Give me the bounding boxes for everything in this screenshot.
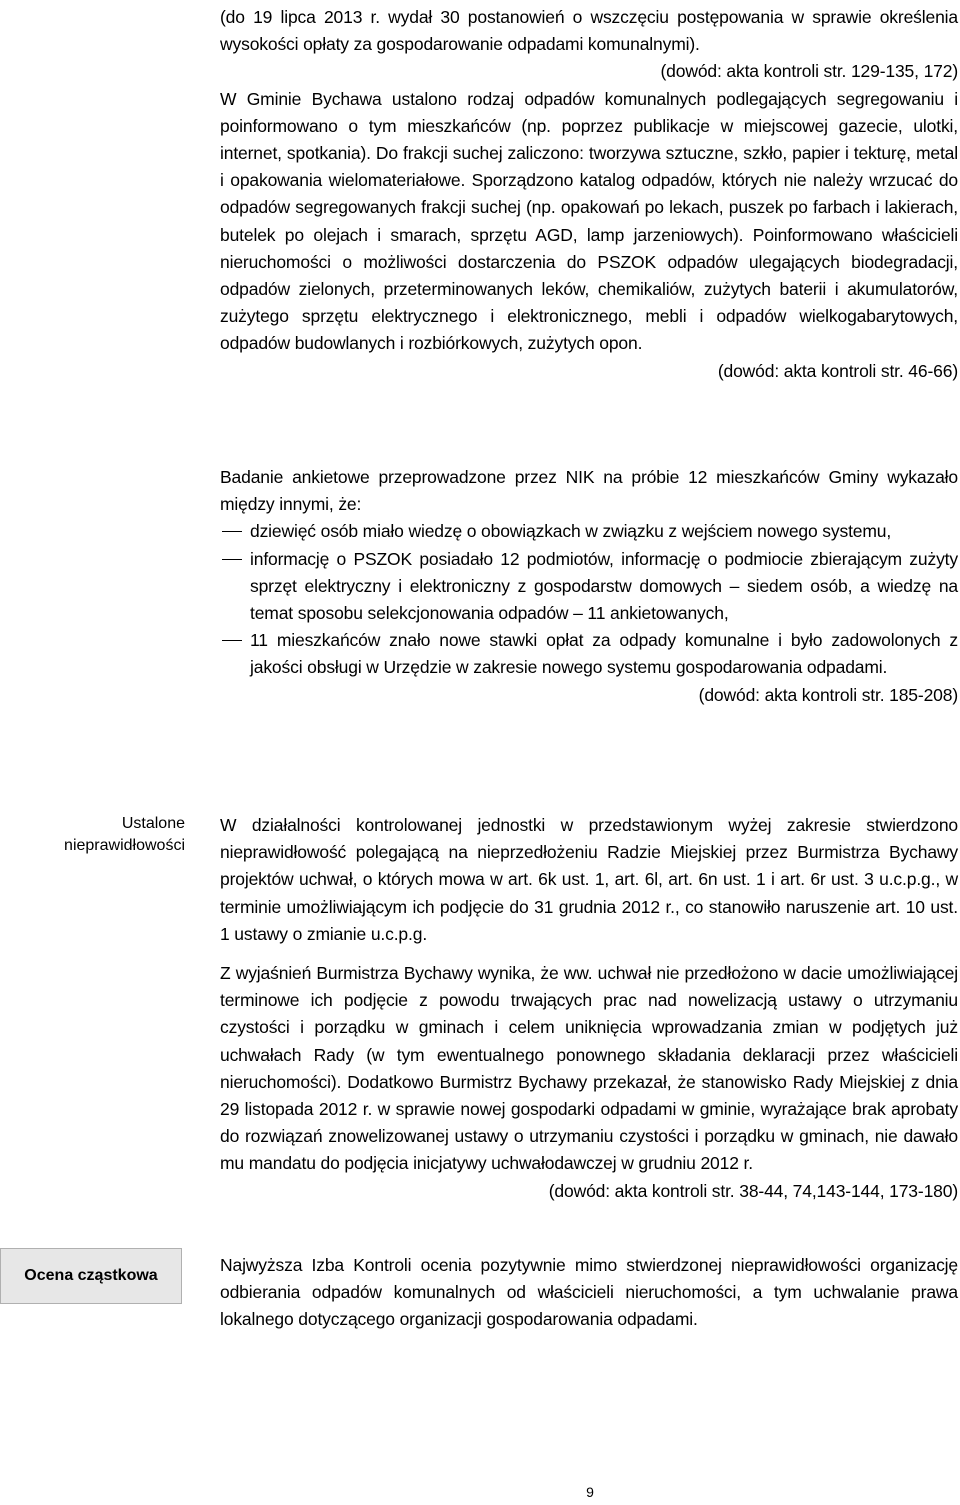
section-irregularities — [220, 812, 958, 948]
list-item-text: 11 mieszkańców znało nowe stawki opłat za odpady komunalne i było zadowolonych z jakości obsługi w Urzędzie w zakresie nowego systemu gospodarowania odpadami. — [250, 630, 958, 678]
list-item — [220, 627, 958, 681]
paragraph-irregularity: W działalności kontrolowanej jednostki w przedstawionym wyżej zakresie stwierdzono nieprawidłowość polegającą na nieprzedłożeniu Radzie Miejskiej przez Burmistrza Bychawy projektów uchwał, o których mowa w art. 6k ust. 1, art. 6l, art. 6n ust. 1 i art. 6r ust. 3 u.c.p.g., w terminie umożliwiającym ich podjęcie do 31 grudnia 2012 r., co stanowiło naruszenie art. 10 ust. 1 ustawy o zmianie u.c.p.g. — [220, 815, 958, 944]
section-assessment — [220, 1252, 958, 1334]
evidence-reference: (dowód: akta kontroli str. 38-44, 74,143-144, 173-180) — [548, 1180, 958, 1201]
survey-findings-list — [220, 518, 958, 681]
dash-bullet-icon — [222, 531, 242, 532]
evidence-reference: (dowód: akta kontroli str. 46-66) — [717, 360, 958, 381]
list-item — [220, 546, 958, 628]
section-explanations — [220, 960, 958, 1205]
survey-intro: Badanie ankietowe przeprowadzone przez NIK na próbie 12 mieszkańców Gminy wykazało między innymi, że: — [220, 467, 958, 515]
evidence-reference: (dowód: akta kontroli str. 129-135, 172) — [660, 61, 958, 82]
page-number: 9 — [586, 1484, 594, 1500]
side-label-irregularities: Ustalone nieprawidłowości — [64, 815, 185, 854]
dash-bullet-icon — [222, 640, 242, 641]
side-label-assessment: Ocena cząstkowa — [0, 1248, 182, 1304]
list-item-text: dziewięć osób miało wiedzę o obowiązkach w związku z wejściem nowego systemu, — [250, 521, 892, 542]
evidence-reference: (dowód: akta kontroli str. 185-208) — [698, 684, 958, 705]
paragraph-explanation: Z wyjaśnień Burmistrza Bychawy wynika, że ww. uchwał nie przedłożono w dacie umożliwiającej terminowe ich podjęcie z powodu trwających prac nad nowelizacją ustawy o utrzymaniu czystości i porządku w gminach i celem uniknięcia wprowadzania zmian w podjętych już uchwałach Rady (w tym ewentualnego ponownego składania deklaracji przez właścicieli nieruchomości). Dodatkowo Burmistrz Bychawy przekazał, że stanowisko Rady Miejskiej z dnia 29 listopada 2012 r. w sprawie nowej gospodarki odpadami w gminie, wyrażające brak aprobaty do rozwiązań znowelizowanej ustawy o utrzymaniu czystości i porządku w gminach, nie dawało mu mandatu do podjęcia inicjatywy uchwałodawczej w grudniu 2012 r. — [220, 963, 958, 1174]
section-waste-segregation — [220, 4, 958, 385]
section-survey — [220, 464, 958, 709]
list-item — [220, 518, 958, 545]
list-item-text: informację o PSZOK posiadało 12 podmiotów, informację o podmiocie zbierającym zużyty sprzęt elektryczny i elektroniczny z gospodarstw domowych – siedem osób, a wiedzę na temat sposobu selekcjonowania odpadów – 11 ankietowanych, — [250, 548, 958, 624]
paragraph-segregation: W Gminie Bychawa ustalono rodzaj odpadów komunalnych podlegających segregowaniu i poinformowano o tym mieszkańców (np. poprzez publikacje w miejscowej gazecie, ulotki, internet, spotkania). Do frakcji suchej zaliczono: tworzywa sztuczne, szkło, papier i tekturę, metal i opakowania wielomateriałowe. Sporządzono katalog odpadów, których nie należy wrzucać do odpadów segregowanych frakcji suchej (np. opakowań po lekach, puszek po farbach i lakierach, butelek po olejach i smarach, sprzętu AGD, lamp jarzeniowych). Poinformowano właścicieli nieruchomości o możliwości dostarczenia do PSZOK odpadów ulegających biodegradacji, odpadów zielonych, przeterminowanych leków, chemikaliów, zużytych baterii i akumulatorów, zużytego sprzętu elektrycznego i elektronicznego, mebli i odpadów wielkogabarytowych, odpadów budowlanych i rozbiórkowych, zużytych opon. — [220, 88, 958, 354]
paragraph-postanowienia: (do 19 lipca 2013 r. wydał 30 postanowień o wszczęciu postępowania w sprawie określenia wysokości opłaty za gospodarowanie odpadami komunalnymi). — [220, 7, 958, 55]
dash-bullet-icon — [222, 559, 242, 560]
paragraph-assessment: Najwyższa Izba Kontroli ocenia pozytywnie mimo stwierdzonej nieprawidłowości organizację odbierania odpadów komunalnych od właścicieli nieruchomości, a tym uchwalanie prawa lokalnego dotyczącego organizacji gospodarowania odpadami. — [220, 1255, 958, 1330]
